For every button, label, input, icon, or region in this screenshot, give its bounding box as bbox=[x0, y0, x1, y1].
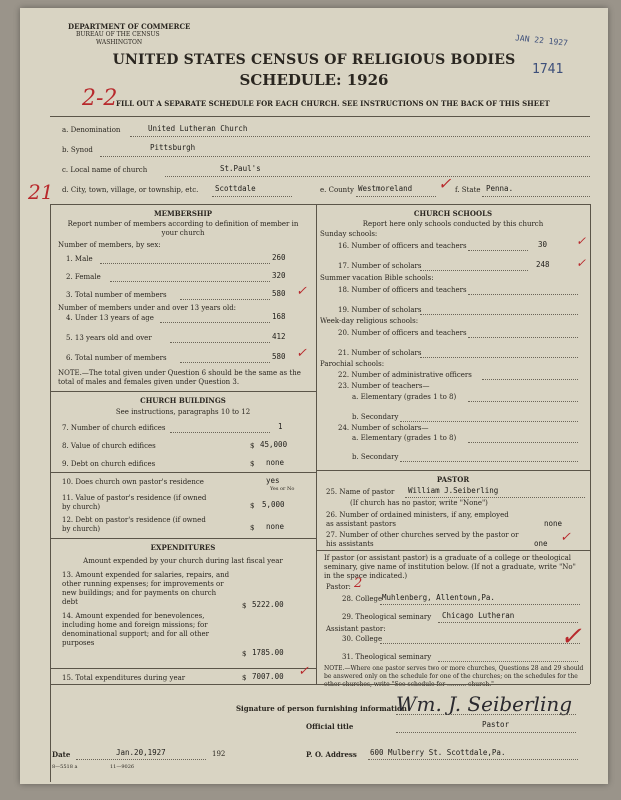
q20-label: 20. Number of officers and teachers bbox=[338, 329, 467, 337]
q24a-label: a. Elementary (grades 1 to 8) bbox=[352, 434, 457, 442]
official-title-value: Pastor bbox=[482, 720, 510, 729]
summer-label: Summer vacation Bible schools: bbox=[320, 274, 434, 282]
handwritten-mark: 2-2 bbox=[82, 86, 118, 111]
instruction-text: FILL OUT A SEPARATE SCHEDULE FOR EACH CHURCH. SEE INSTRUCTIONS ON THE BACK OF THIS SHEET bbox=[116, 99, 550, 108]
denomination-value: United Lutheran Church bbox=[148, 124, 248, 133]
q25-note: (If church has no pastor, write "None") bbox=[350, 499, 488, 507]
county-label: e. County bbox=[320, 186, 354, 194]
q24-label: 24. Number of scholars— bbox=[338, 424, 429, 432]
q29-value: Chicago Lutheran bbox=[442, 611, 515, 620]
department-label: DEPARTMENT OF COMMERCE bbox=[68, 22, 191, 31]
schools-intro: Report here only schools conducted by this church bbox=[362, 220, 544, 228]
q19-label: 19. Number of scholars bbox=[338, 306, 422, 314]
form-title: UNITED STATES CENSUS OF RELIGIOUS BODIES bbox=[112, 52, 516, 68]
q4-value: 168 bbox=[272, 312, 286, 321]
assistant-sublabel: Assistant pastor: bbox=[326, 625, 386, 633]
check-mark: ✓ bbox=[576, 256, 587, 270]
q14-label: 14. Amount expended for benevolences, including home and foreign missions; for denominational support; and for all other purposes bbox=[62, 612, 209, 647]
dollar-sign: $ bbox=[250, 502, 255, 510]
check-mark: ✓ bbox=[298, 664, 309, 679]
schedule-title: SCHEDULE: 1926 bbox=[239, 71, 389, 89]
q14-value: 1785.00 bbox=[252, 648, 284, 657]
q2-value: 320 bbox=[272, 271, 286, 280]
city-label: WASHINGTON bbox=[96, 39, 143, 46]
q9-label: 9. Debt on church edifices bbox=[62, 460, 156, 468]
q10-value: yes bbox=[266, 476, 280, 485]
parochial-label: Parochial schools: bbox=[320, 360, 385, 368]
q15-value: 7007.00 bbox=[252, 672, 284, 681]
check-mark: ✓ bbox=[576, 234, 587, 248]
q26-value: none bbox=[544, 519, 563, 528]
q10-label: 10. Does church own pastor's residence bbox=[62, 478, 204, 486]
signature: Wm. J. Seiberling bbox=[396, 692, 573, 716]
form-number: 8—5518 a bbox=[52, 764, 78, 770]
local-name-value: St.Paul's bbox=[220, 164, 261, 173]
city-value: Scottdale bbox=[215, 184, 256, 193]
q23a-label: a. Elementary (grades 1 to 8) bbox=[352, 393, 457, 401]
bureau-label: BUREAU OF THE CENSUS bbox=[76, 31, 160, 38]
dollar-sign: $ bbox=[250, 524, 255, 532]
dollar-sign: $ bbox=[250, 460, 255, 468]
q3-value: 580 bbox=[272, 289, 286, 298]
city-label-field: d. City, town, village, or township, etc. bbox=[62, 186, 199, 194]
q5-label: 5. 13 years old and over bbox=[66, 334, 152, 342]
po-address-value: 600 Mulberry St. Scottdale,Pa. bbox=[370, 748, 506, 757]
q4-label: 4. Under 13 years of age bbox=[66, 314, 154, 322]
q25-value: William J.Seiberling bbox=[408, 486, 499, 495]
q2-label: 2. Female bbox=[66, 273, 101, 281]
dollar-sign: $ bbox=[250, 442, 255, 450]
q13-label: 13. Amount expended for salaries, repairs, and other running expenses; for improvements or new buildings; and for payments on church debt bbox=[62, 571, 230, 606]
pastor-note: NOTE.—Where one pastor serves two or more churches, Questions 28 and 29 should be answered only on the schedule for one of the churches; on the schedules for the other churches, write "See schedule for .......... church." bbox=[324, 665, 584, 688]
stamp-number: 1741 bbox=[532, 62, 564, 77]
sunday-label: Sunday schools: bbox=[320, 230, 378, 238]
q13-value: 5222.00 bbox=[252, 600, 284, 609]
q15-label: 15. Total expenditures during year bbox=[62, 674, 186, 682]
q28-value: Muhlenberg, Allentown,Pa. bbox=[382, 593, 495, 602]
weekday-label: Week-day religious schools: bbox=[320, 317, 419, 325]
q1-value: 260 bbox=[272, 253, 286, 262]
q27-label: 27. Number of other churches served by the pastor or his assistants bbox=[326, 531, 519, 548]
expenditures-intro: Amount expended by your church during last fiscal year bbox=[83, 557, 283, 565]
q11-label: 11. Value of pastor's residence (if owned by church) bbox=[62, 494, 207, 511]
q16-value: 30 bbox=[538, 240, 548, 249]
q5-value: 412 bbox=[272, 332, 286, 341]
po-address-label: P. O. Address bbox=[306, 750, 357, 759]
date-value: Jan.20,1927 bbox=[116, 748, 166, 757]
pastor-heading: PASTOR bbox=[436, 475, 470, 484]
q26-label: 26. Number of ordained ministers, if any, employed as assistant pastors bbox=[326, 511, 509, 528]
q17-label: 17. Number of scholars bbox=[338, 262, 422, 270]
margin-mark: 21 bbox=[28, 180, 54, 204]
form-number-2: 11—9026 bbox=[110, 764, 135, 770]
check-mark: ✓ bbox=[560, 530, 571, 545]
pastor-mark: 2 bbox=[354, 576, 363, 591]
denomination-label: a. Denomination bbox=[62, 126, 121, 134]
schools-heading: CHURCH SCHOOLS bbox=[413, 209, 493, 218]
dollar-sign: $ bbox=[242, 650, 247, 658]
q12-value: none bbox=[266, 522, 285, 531]
q25-label: 25. Name of pastor bbox=[326, 488, 395, 496]
synod-label: b. Synod bbox=[62, 146, 93, 154]
membership-sex-sub: Number of members, by sex: bbox=[58, 241, 161, 249]
q8-value: 45,000 bbox=[260, 440, 288, 449]
q7-value: 1 bbox=[278, 422, 283, 431]
buildings-intro: See instructions, paragraphs 10 to 12 bbox=[115, 408, 251, 416]
census-schedule-sheet bbox=[20, 8, 608, 784]
q6-label: 6. Total number of members bbox=[66, 354, 167, 362]
q6-value: 580 bbox=[272, 352, 286, 361]
local-name-label: c. Local name of church bbox=[62, 166, 148, 174]
q9-value: none bbox=[266, 458, 285, 467]
synod-value: Pittsburgh bbox=[150, 143, 196, 152]
membership-age-sub: Number of members under and over 13 years old: bbox=[58, 304, 237, 312]
q16-label: 16. Number of officers and teachers bbox=[338, 242, 467, 250]
expenditures-heading: EXPENDITURES bbox=[150, 543, 216, 552]
q12-label: 12. Debt on pastor's residence (if owned by church) bbox=[62, 516, 206, 533]
q23-label: 23. Number of teachers— bbox=[338, 382, 430, 390]
q22-label: 22. Number of administrative officers bbox=[338, 371, 472, 379]
q29-label: 29. Theological seminary bbox=[342, 613, 432, 621]
pastor-condition: If pastor (or assistant pastor) is a graduate of a college or theological seminary, give name of institution below. (If not a graduate, write "No" in the space indicated.) bbox=[324, 554, 576, 580]
received-stamp: JAN 22 1927 bbox=[514, 33, 569, 48]
county-value: Westmoreland bbox=[358, 184, 413, 193]
q23b-label: b. Secondary bbox=[352, 413, 399, 421]
check-mark: ✓ bbox=[296, 346, 307, 361]
date-label: Date bbox=[52, 750, 71, 759]
q11-value: 5,000 bbox=[262, 500, 285, 509]
q21-label: 21. Number of scholars bbox=[338, 349, 422, 357]
state-label: f. State bbox=[455, 186, 481, 194]
q3-label: 3. Total number of members bbox=[66, 291, 167, 299]
dollar-sign: $ bbox=[242, 674, 247, 682]
q8-label: 8. Value of church edifices bbox=[62, 442, 156, 450]
signature-label: Signature of person furnishing information bbox=[236, 704, 407, 713]
q28-label: 28. College bbox=[342, 595, 383, 603]
q24b-label: b. Secondary bbox=[352, 453, 399, 461]
q30-label: 30. College bbox=[342, 635, 383, 643]
q17-value: 248 bbox=[536, 260, 550, 269]
membership-intro: Report number of members according to definition of member in your church bbox=[67, 220, 299, 237]
check-mark: ✓ bbox=[296, 284, 307, 299]
check-mark: ✓ bbox=[560, 622, 582, 652]
q31-label: 31. Theological seminary bbox=[342, 653, 432, 661]
pastor-sublabel: Pastor: bbox=[326, 583, 351, 591]
yes-no-hint: Yes or No bbox=[270, 486, 295, 492]
official-title-label: Official title bbox=[306, 722, 354, 731]
membership-heading: MEMBERSHIP bbox=[153, 209, 213, 218]
q1-label: 1. Male bbox=[66, 255, 93, 263]
membership-note: NOTE.—The total given under Question 6 should be the same as the total of males and females given under Question 3. bbox=[58, 369, 301, 386]
dollar-sign: $ bbox=[242, 602, 247, 610]
check-mark: ✓ bbox=[438, 174, 452, 193]
buildings-heading: CHURCH BUILDINGS bbox=[140, 396, 226, 405]
q7-label: 7. Number of church edifices bbox=[62, 424, 166, 432]
q18-label: 18. Number of officers and teachers bbox=[338, 286, 467, 294]
q27-value: one bbox=[534, 539, 548, 548]
state-value: Penna. bbox=[486, 184, 514, 193]
year-suffix: 192 bbox=[212, 750, 226, 758]
